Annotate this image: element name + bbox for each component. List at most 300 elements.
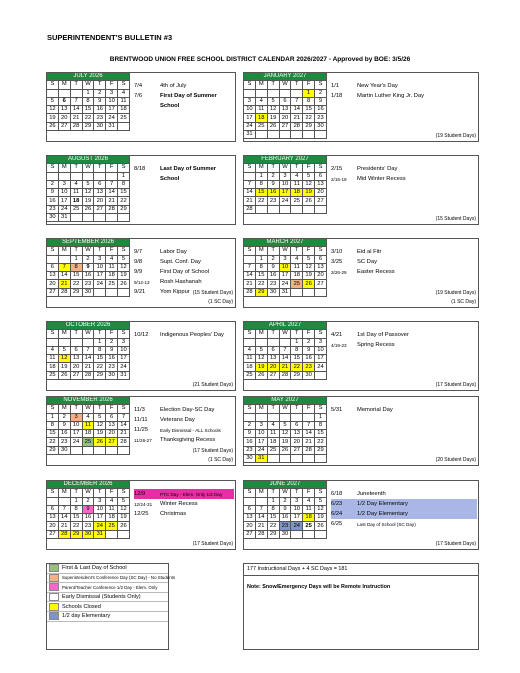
calendar-day: 1 [303,89,315,97]
calendar-day: 2 [58,413,70,421]
student-days-note: (15 Student Days) [192,290,233,296]
calendar-day: 21 [279,363,291,371]
calendar-day: 22 [291,363,303,371]
day-header: F [106,247,118,255]
calendar-day: 8 [70,263,82,271]
day-header: S [118,247,130,255]
day-header: T [267,81,279,89]
calendar-day: 1 [118,172,130,180]
calendar-day: 13 [291,430,303,438]
calendar-day [244,255,256,263]
calendar-day: 26 [267,122,279,130]
calendar-day: 27 [267,371,279,379]
event-text: PTC Day - Elem. Only 1/2 Day [160,491,223,497]
calendar-day: 10 [118,346,130,354]
calendar-day [106,288,118,296]
calendar-day: 14 [118,421,130,429]
calendar-subtitle: BRENTWOOD UNION FREE SCHOOL DISTRICT CALENDAR 2026/2027 - Approved by BOE: 3/5/26 [109,56,411,63]
calendar-day: 3 [279,172,291,180]
day-header: S [315,247,327,255]
calendar-day: 9 [82,263,94,271]
event-text: Thanksgiving Recess [160,437,216,443]
calendar-day: 8 [255,263,267,271]
day-header: M [255,81,267,89]
day-header: S [315,489,327,497]
event-list [331,247,477,277]
calendar-day: 5 [267,97,279,105]
calendar-day [291,530,303,538]
day-header: W [279,405,291,413]
calendar-day: 2 [106,338,118,346]
calendar-day: 22 [255,197,267,205]
event-row [134,405,234,415]
day-header: T [291,81,303,89]
calendar-day: 15 [118,189,130,197]
day-header: S [118,81,130,89]
event-list [331,405,477,415]
calendar-day: 14 [58,514,70,522]
calendar-day: 18 [291,272,303,280]
month-calendar [243,396,327,463]
calendar-day: 1 [47,413,59,421]
event-list [134,405,234,445]
calendar-day [58,255,70,263]
calendar-day: 31 [106,122,118,130]
calendar-day: 19 [82,197,94,205]
event-date: 5/31 [331,407,343,413]
calendar-day: 16 [244,438,256,446]
calendar-day: 29 [70,288,82,296]
event-row [331,174,477,184]
calendar-day [315,530,327,538]
calendar-day: 27 [315,197,327,205]
day-header: S [47,164,59,172]
calendar-day: 5 [303,172,315,180]
event-text: Last Day of School (SC Day) [357,521,416,527]
event-list [134,164,234,184]
calendar-day: 31 [94,530,106,538]
day-header: T [94,247,106,255]
calendar-day: 13 [267,355,279,363]
calendar-day [303,288,315,296]
calendar-day: 14 [244,272,256,280]
calendar-day: 9 [82,505,94,513]
event-row [331,509,477,519]
calendar-day: 11 [118,97,130,105]
calendar-day: 7 [70,97,82,105]
calendar-day: 12 [118,263,130,271]
calendar-day [47,89,59,97]
day-header: S [244,164,256,172]
calendar-day: 20 [106,430,118,438]
calendar-day: 22 [118,197,130,205]
calendar-day: 28 [303,446,315,454]
calendar-day: 10 [279,263,291,271]
calendar-day: 28 [244,288,256,296]
calendar-day: 2 [303,338,315,346]
event-date: 6/24 [331,511,343,517]
month-block [46,396,236,466]
legend-swatch [49,593,59,601]
calendar-day: 29 [47,446,59,454]
day-header: M [255,330,267,338]
calendar-day: 3 [279,255,291,263]
event-row [331,340,477,350]
event-list [134,330,234,340]
calendar-day [291,413,303,421]
calendar-day: 11 [267,430,279,438]
event-text: Martin Luther King Jr. Day [357,93,425,99]
day-header: M [255,405,267,413]
calendar-day: 27 [315,280,327,288]
month-calendar [243,321,327,380]
event-date: 9/9 [134,269,143,275]
calendar-day: 4 [303,497,315,505]
calendar-day: 25 [291,197,303,205]
calendar-day: 14 [255,514,267,522]
calendar-day: 24 [94,280,106,288]
calendar-day: 6 [267,346,279,354]
calendar-day: 15 [70,514,82,522]
calendar-day: 21 [106,197,118,205]
day-header: T [291,330,303,338]
calendar-day: 14 [279,355,291,363]
calendar-day: 21 [255,522,267,530]
calendar-day [244,338,256,346]
calendar-day [291,288,303,296]
calendar-day: 6 [58,97,70,105]
calendar-day: 25 [255,122,267,130]
legend-swatch [49,574,59,582]
calendar-day: 20 [315,189,327,197]
calendar-day: 23 [94,114,106,122]
calendar-day [106,214,118,222]
calendar-day: 4 [106,497,118,505]
calendar-day: 7 [58,263,70,271]
calendar-day: 4 [82,413,94,421]
calendar-day: 20 [291,438,303,446]
month-block [243,72,479,142]
day-header: S [47,81,59,89]
calendar-day: 20 [279,114,291,122]
calendar-day: 8 [47,421,59,429]
event-row [134,101,234,111]
calendar-day: 2 [267,172,279,180]
day-header: T [267,405,279,413]
calendar-day: 7 [279,346,291,354]
student-days-note: (17 Student Days) [435,382,476,388]
event-text: Labor Day [160,249,187,255]
calendar-day: 13 [279,106,291,114]
calendar-day: 18 [267,438,279,446]
event-text: Mid Winter Recess [357,176,406,182]
calendar-day: 23 [58,438,70,446]
calendar-day: 1 [70,497,82,505]
calendar-day: 6 [47,263,59,271]
calendar-day: 15 [47,430,59,438]
calendar-day: 30 [303,371,315,379]
calendar-day: 27 [279,122,291,130]
calendar-day [279,338,291,346]
calendar-day: 30 [279,530,291,538]
month-name: DECEMBER 2026 [47,481,130,489]
calendar-day: 7 [244,180,256,188]
calendar-day: 11 [255,106,267,114]
event-row [134,257,234,267]
day-header: F [303,489,315,497]
event-text: Last Day of Summer [160,166,217,172]
event-list [134,489,234,519]
calendar-day: 11 [291,263,303,271]
calendar-day: 16 [267,272,279,280]
calendar-day: 13 [244,514,256,522]
calendar-day: 24 [70,438,82,446]
student-days-note: (17 Student Days) [192,541,233,547]
calendar-day: 25 [244,371,256,379]
calendar-day: 23 [106,363,118,371]
calendar-day: 7 [58,505,70,513]
calendar-day: 26 [47,122,59,130]
calendar-day: 18 [70,197,82,205]
event-text: Indigenous Peoples' Day [160,332,224,338]
day-header: S [118,489,130,497]
calendar-day [58,172,70,180]
day-header: S [315,330,327,338]
calendar-day: 10 [94,505,106,513]
calendar-day: 28 [118,438,130,446]
calendar-day: 18 [106,514,118,522]
calendar-day [70,446,82,454]
legend-item [47,564,168,574]
calendar-day: 5 [303,255,315,263]
month-name: NOVEMBER 2026 [47,397,130,405]
calendar-day: 23 [244,446,256,454]
day-header: S [244,489,256,497]
bulletin-title: SUPERINTENDENT'S BULLETIN #3 [47,33,173,42]
calendar-day [58,338,70,346]
calendar-day: 29 [70,530,82,538]
legend-swatch [49,583,59,591]
calendar-day: 21 [118,430,130,438]
calendar-day [94,288,106,296]
calendar-day: 30 [47,214,59,222]
month-block [46,72,236,142]
event-date: 11/3 [134,407,145,413]
day-header: F [303,330,315,338]
calendar-day: 19 [303,189,315,197]
day-header: W [82,330,94,338]
day-header: S [315,405,327,413]
day-header: W [279,247,291,255]
event-text: New Year's Day [357,83,398,89]
event-text: School [160,176,180,182]
calendar-day: 26 [315,522,327,530]
calendar-day: 2 [244,421,256,429]
calendar-day: 11 [244,355,256,363]
calendar-day: 3 [244,97,256,105]
instructional-days: 177 Instructional Days + 4 SC Days = 181 [244,564,478,576]
calendar-day: 22 [70,522,82,530]
day-header: M [58,164,70,172]
calendar-day: 24 [315,363,327,371]
event-date: 9/8 [134,259,143,265]
calendar-day: 3 [94,255,106,263]
calendar-day: 12 [303,263,315,271]
event-date: 3/25 [331,259,343,265]
calendar-day: 22 [255,280,267,288]
calendar-day [118,214,130,222]
calendar-day: 17 [279,189,291,197]
calendar-day: 1 [255,172,267,180]
calendar-day: 29 [315,446,327,454]
calendar-day: 22 [94,363,106,371]
calendar-day: 28 [82,371,94,379]
calendar-day: 17 [94,514,106,522]
event-text: Winter Recess [160,501,198,507]
event-row [134,267,234,277]
calendar-day: 6 [47,505,59,513]
calendar-day: 4 [267,421,279,429]
calendar-day: 30 [244,455,256,463]
calendar-day: 16 [315,106,327,114]
event-row [134,247,234,257]
calendar-day: 16 [82,514,94,522]
calendar-day: 18 [47,363,59,371]
day-header: S [315,81,327,89]
day-header: T [94,330,106,338]
calendar-day: 1 [255,255,267,263]
event-text: 4th of July [160,83,187,89]
calendar-day [58,497,70,505]
legend-item [47,574,176,584]
day-header: T [267,164,279,172]
calendar-day: 23 [279,522,291,530]
calendar-day: 21 [303,438,315,446]
calendar-day: 6 [315,255,327,263]
month-name: OCTOBER 2026 [47,322,130,330]
calendar-day: 11 [70,189,82,197]
month-calendar [46,155,130,222]
calendar-day: 7 [291,97,303,105]
day-header: T [94,405,106,413]
calendar-day [47,255,59,263]
month-name: AUGUST 2026 [47,156,130,164]
month-calendar [243,155,327,214]
calendar-day [303,530,315,538]
event-text: Juneteenth [357,491,386,497]
day-header: S [118,164,130,172]
calendar-day [58,89,70,97]
day-header: S [118,405,130,413]
calendar-day [106,446,118,454]
info-box [243,563,479,650]
calendar-day: 26 [118,280,130,288]
calendar-day [315,455,327,463]
event-row [134,509,234,519]
calendar-day: 12 [118,505,130,513]
calendar-day: 30 [58,446,70,454]
calendar-day: 25 [106,522,118,530]
calendar-day: 12 [315,505,327,513]
calendar-day: 17 [70,430,82,438]
calendar-day: 30 [94,122,106,130]
calendar-day: 6 [94,180,106,188]
calendar-day: 28 [291,122,303,130]
event-row [134,489,234,499]
calendar-day [255,338,267,346]
event-date: 4/21 [331,332,343,338]
calendar-day: 1 [94,338,106,346]
calendar-day [267,455,279,463]
calendar-day: 27 [106,438,118,446]
day-header: S [47,489,59,497]
day-header: F [303,247,315,255]
calendar-day: 26 [303,197,315,205]
legend-label: Superintendent's Conference Day (SC Day) - No Students [62,575,176,581]
calendar-day: 31 [255,455,267,463]
calendar-day: 24 [291,522,303,530]
event-text: Veterans Day [160,417,195,423]
calendar-day: 18 [106,272,118,280]
legend-item [47,583,168,593]
calendar-day: 17 [106,106,118,114]
calendar-day: 22 [303,114,315,122]
calendar-day: 30 [106,371,118,379]
calendar-day: 27 [291,446,303,454]
calendar-day: 29 [291,371,303,379]
calendar-day: 13 [47,514,59,522]
calendar-day: 3 [94,497,106,505]
legend-label: Parent/Teacher Conference 1/2 Day - Elem. Only [62,584,158,590]
calendar-day: 21 [70,114,82,122]
calendar-day [303,205,315,213]
calendar-day [255,497,267,505]
event-row [331,164,477,174]
day-header: T [70,405,82,413]
calendar-day: 21 [244,280,256,288]
calendar-day: 21 [58,522,70,530]
calendar-day: 5 [47,97,59,105]
legend-item [47,602,168,612]
calendar-day: 7 [303,421,315,429]
calendar-day: 23 [303,363,315,371]
calendar-day: 17 [255,438,267,446]
calendar-day [118,446,130,454]
calendar-day: 6 [70,346,82,354]
event-date: 2/15-19 [331,176,347,182]
calendar-day: 18 [303,514,315,522]
calendar-day: 30 [82,288,94,296]
calendar-day: 3 [70,413,82,421]
calendar-day: 10 [70,421,82,429]
event-date: 3/26-29 [331,269,347,275]
event-row [134,425,234,435]
calendar-day: 19 [47,114,59,122]
month-block [243,238,479,308]
calendar-day: 15 [94,355,106,363]
calendar-day: 17 [315,355,327,363]
event-date: 12/24-31 [134,501,153,507]
calendar-day: 20 [244,522,256,530]
calendar-day: 7 [118,413,130,421]
calendar-day: 30 [82,530,94,538]
event-date: 8/18 [134,166,146,172]
calendar-day: 3 [315,338,327,346]
calendar-day: 16 [82,272,94,280]
event-text: Election Day-SC Day [160,407,215,413]
calendar-day: 31 [58,214,70,222]
event-text: Yom Kippur [160,289,190,295]
